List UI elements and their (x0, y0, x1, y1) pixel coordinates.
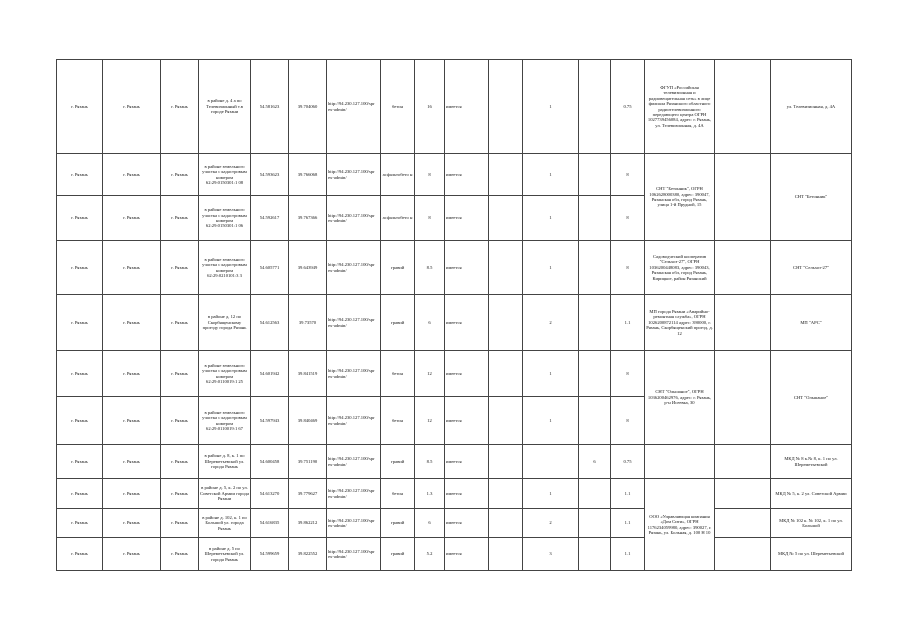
count-cell (489, 445, 523, 479)
owner-cell (645, 445, 715, 479)
city-cell: г. Рязань (57, 351, 103, 397)
surface-cell: асфальтобето н (381, 154, 415, 196)
longitude-cell: 39.767366 (289, 196, 327, 241)
count-cell (489, 351, 523, 397)
count-cell (489, 509, 523, 538)
city-cell: г. Рязань (161, 196, 199, 241)
source-cell: МКД № 5, к. 2 ул. Советской Армии (771, 479, 852, 509)
owner-cell: МП города Рязани «Аварийно-ремонтная служба», ОГРН 1026200872114 адрес: 390000, г. Рязань, Скорбященский проезд, д. 12 (645, 295, 715, 351)
count-cell (579, 154, 611, 196)
surface-cell: гравий (381, 509, 415, 538)
source-cell: СНТ "Бетонник" (771, 154, 852, 241)
source-cell: ул. Телевизионная, д. 4А (771, 60, 852, 154)
empty-cell (715, 479, 771, 509)
owner-cell: СНТ "Бетонник", ОГРН 1062628000380, адрес: 390047, Рязанская обл, город Рязань, улица 1-й Прудной, 15 (645, 154, 715, 241)
empty-cell (715, 295, 771, 351)
count-cell (489, 538, 523, 571)
address-cell: в районе д. 4 а по Телевизионный т.в городе Рязани (199, 60, 251, 154)
count-cell: 3 (523, 538, 579, 571)
count-cell (579, 60, 611, 154)
surface-cell: бетон (381, 351, 415, 397)
longitude-cell: 39.822552 (289, 538, 327, 571)
count-cell (489, 479, 523, 509)
latitude-cell: 54.593623 (251, 154, 289, 196)
area-cell: 12 (415, 397, 445, 445)
city-cell: г. Рязань (57, 445, 103, 479)
cover-cell: имеется (445, 60, 489, 154)
volume-cell: 1.1 (611, 509, 645, 538)
longitude-cell: 39.643949 (289, 241, 327, 295)
owner-cell: ООО «Управляющая компания «Дом Сити», ОГРН 1176234059980, адрес: 390027, г. Рязань, ул. Больная, д. 100 Н 10 (645, 479, 715, 571)
latitude-cell: 54.616835 (251, 509, 289, 538)
address-cell: в районе земельного участка с кадастровым номером 62:29:0210101:3 3 (199, 241, 251, 295)
owner-cell: ФГУП «Российская телевизионная и радиовещательная сеть» в лице филиала Рязанского областного радиотелевизионного передающего центра ОГРН 1027739456084, адрес: г. Рязань, ул. Телевизионная, д. 4А (645, 60, 715, 154)
latitude-cell: 54.600458 (251, 445, 289, 479)
city-cell: г. Рязань (161, 351, 199, 397)
latitude-cell: 54.612563 (251, 295, 289, 351)
area-cell: 6 (415, 295, 445, 351)
area-cell: 8 (415, 154, 445, 196)
source-cell: СНТ "Сельхоз-27" (771, 241, 852, 295)
empty-cell (715, 509, 771, 538)
owner-cell: Садоводческий кооператив "Сельхоз-27", ОГРН 1036200448083, адрес: 390043, Рязанская обл, город Рязань, Кирицкое, район Рязанский (645, 241, 715, 295)
table-row (57, 154, 852, 196)
count-cell (489, 154, 523, 196)
area-cell: 1.3 (415, 479, 445, 509)
url-cell: http://94.230.127.100/spr ex-admin/ (327, 60, 381, 154)
count-cell (579, 538, 611, 571)
city-cell: г. Рязань (103, 241, 161, 295)
city-cell: г. Рязань (103, 538, 161, 571)
city-cell: г. Рязань (103, 397, 161, 445)
city-cell: г. Рязань (161, 60, 199, 154)
city-cell: г. Рязань (57, 241, 103, 295)
url-cell: http://94.230.127.100/spr ex-admin/ (327, 397, 381, 445)
surface-cell: гравий (381, 295, 415, 351)
table-row (57, 445, 852, 479)
table-row (57, 241, 852, 295)
source-cell: МКД № 5 по ул. Шереметьевской (771, 538, 852, 571)
count-cell (579, 479, 611, 509)
empty-cell (715, 241, 771, 295)
surface-cell: гравий (381, 538, 415, 571)
volume-cell: 8 (611, 351, 645, 397)
latitude-cell: 54.581623 (251, 60, 289, 154)
volume-cell: 0.75 (611, 445, 645, 479)
surface-cell: бетон (381, 60, 415, 154)
volume-cell: 8 (611, 196, 645, 241)
city-cell: г. Рязань (57, 60, 103, 154)
count-cell (523, 445, 579, 479)
area-cell: 8.5 (415, 241, 445, 295)
url-cell: http://94.230.127.100/spr ex-admin/ (327, 445, 381, 479)
count-cell (579, 295, 611, 351)
address-cell: в районе земельного участка с кадастровым номером 62:29:0150301:1 08 (199, 154, 251, 196)
address-cell: в районе земельного участка с кадастровым номером 62:29:0110019:1 25 (199, 351, 251, 397)
longitude-cell: 39.73570 (289, 295, 327, 351)
surface-cell: бетон (381, 397, 415, 445)
latitude-cell: 54.605771 (251, 241, 289, 295)
count-cell: 2 (523, 509, 579, 538)
source-cell: МКД № 8 к.№ 8, к. 1 по ул. Шереметьевской (771, 445, 852, 479)
volume-cell: 8 (611, 241, 645, 295)
volume-cell: 1.1 (611, 479, 645, 509)
longitude-cell: 39.841519 (289, 351, 327, 397)
count-cell: 1 (523, 241, 579, 295)
cover-cell: имеется (445, 241, 489, 295)
city-cell: г. Рязань (161, 397, 199, 445)
table-row (57, 479, 852, 509)
city-cell: г. Рязань (57, 154, 103, 196)
count-cell (579, 196, 611, 241)
address-cell: в районе д. 12 по Скорбященскому проезду города Рязань (199, 295, 251, 351)
url-cell: http://94.230.127.100/spr ex-admin/ (327, 241, 381, 295)
count-cell (489, 295, 523, 351)
empty-cell (715, 60, 771, 154)
table-row (57, 295, 852, 351)
empty-cell (715, 154, 771, 241)
table-row (57, 538, 852, 571)
cover-cell: имеется (445, 196, 489, 241)
cover-cell: имеется (445, 445, 489, 479)
longitude-cell: 39.704060 (289, 60, 327, 154)
area-cell: 16 (415, 60, 445, 154)
count-cell (489, 196, 523, 241)
area-cell: 12 (415, 351, 445, 397)
table-row (57, 509, 852, 538)
longitude-cell: 39.766068 (289, 154, 327, 196)
count-cell: 1 (523, 154, 579, 196)
volume-cell: 1.1 (611, 538, 645, 571)
table-row (57, 60, 852, 154)
url-cell: http://94.230.127.100/spr ex-admin/ (327, 154, 381, 196)
city-cell: г. Рязань (103, 509, 161, 538)
cover-cell: имеется (445, 351, 489, 397)
address-cell: в районе д. 5 по Шереметьевской ул. города Рязань (199, 538, 251, 571)
table-row (57, 351, 852, 397)
count-cell: 2 (523, 295, 579, 351)
url-cell: http://94.230.127.100/spr ex-admin/ (327, 479, 381, 509)
count-cell (579, 241, 611, 295)
city-cell: г. Рязань (57, 479, 103, 509)
surface-cell: гравий (381, 241, 415, 295)
volume-cell: 0.75 (611, 60, 645, 154)
city-cell: г. Рязань (161, 445, 199, 479)
address-cell: в районе д. 8, к. 1 по Шереметьевской ул. города Рязань (199, 445, 251, 479)
registry-table (56, 59, 852, 571)
url-cell: http://94.230.127.100/spr ex-admin/ (327, 351, 381, 397)
cover-cell: имеется (445, 154, 489, 196)
longitude-cell: 39.751190 (289, 445, 327, 479)
city-cell: г. Рязань (103, 445, 161, 479)
city-cell: г. Рязань (103, 60, 161, 154)
address-cell: в районе земельного участка с кадастровым номером 62:29:0150301:1 06 (199, 196, 251, 241)
surface-cell: бетон (381, 479, 415, 509)
count-cell (489, 397, 523, 445)
city-cell: г. Рязань (103, 295, 161, 351)
city-cell: г. Рязань (103, 196, 161, 241)
empty-cell (715, 445, 771, 479)
source-cell: МП "АРС" (771, 295, 852, 351)
address-cell: в районе земельного участка с кадастровым номером 62:29:0110019:1 67 (199, 397, 251, 445)
owner-cell: СНТ "Ольшаное", ОГРН 1036200462976, адрес: г. Рязань, р-н Исеевка, 30 (645, 351, 715, 445)
longitude-cell: 39.840469 (289, 397, 327, 445)
source-cell: МКД № 102 к. № 102, к. 1 по ул. Большой (771, 509, 852, 538)
surface-cell: асфальтобето н (381, 196, 415, 241)
city-cell: г. Рязань (57, 196, 103, 241)
longitude-cell: 39.779627 (289, 479, 327, 509)
city-cell: г. Рязань (103, 351, 161, 397)
city-cell: г. Рязань (161, 154, 199, 196)
empty-cell (715, 351, 771, 445)
url-cell: http://94.230.127.100/spr ex-admin/ (327, 196, 381, 241)
latitude-cell: 54.592617 (251, 196, 289, 241)
volume-cell: 8 (611, 154, 645, 196)
count-cell: 1 (523, 196, 579, 241)
count-cell: 1 (523, 351, 579, 397)
city-cell: г. Рязань (103, 479, 161, 509)
url-cell: http://94.230.127.100/spr ex-admin/ (327, 538, 381, 571)
address-cell: в районе д. 102, к. 1 по Большой ул. города Рязань (199, 509, 251, 538)
city-cell: г. Рязань (161, 241, 199, 295)
cover-cell: имеется (445, 479, 489, 509)
count-cell (579, 509, 611, 538)
count-cell (579, 397, 611, 445)
url-cell: http://94.230.127.100/spr ex-admin/ (327, 295, 381, 351)
volume-cell: 1.1 (611, 295, 645, 351)
surface-cell: гравий (381, 445, 415, 479)
city-cell: г. Рязань (57, 509, 103, 538)
count-cell (489, 60, 523, 154)
city-cell: г. Рязань (57, 538, 103, 571)
city-cell: г. Рязань (161, 479, 199, 509)
count-cell (489, 241, 523, 295)
city-cell: г. Рязань (161, 538, 199, 571)
count-cell: 6 (579, 445, 611, 479)
city-cell: г. Рязань (103, 154, 161, 196)
latitude-cell: 54.599659 (251, 538, 289, 571)
city-cell: г. Рязань (57, 397, 103, 445)
area-cell: 8 (415, 196, 445, 241)
source-cell: СНТ "Ольшаное" (771, 351, 852, 445)
area-cell: 8.5 (415, 445, 445, 479)
city-cell: г. Рязань (161, 509, 199, 538)
empty-cell (715, 538, 771, 571)
longitude-cell: 39.862212 (289, 509, 327, 538)
volume-cell: 8 (611, 397, 645, 445)
count-cell: 1 (523, 397, 579, 445)
address-cell: в районе д. 5, к. 2 по ул. Советской Армии города Рязани (199, 479, 251, 509)
url-cell: http://94.230.127.100/spr ex-admin/ (327, 509, 381, 538)
city-cell: г. Рязань (57, 295, 103, 351)
city-cell: г. Рязань (161, 295, 199, 351)
count-cell: 1 (523, 60, 579, 154)
count-cell (579, 351, 611, 397)
cover-cell: имеется (445, 295, 489, 351)
cover-cell: имеется (445, 509, 489, 538)
latitude-cell: 54.597943 (251, 397, 289, 445)
area-cell: 6 (415, 509, 445, 538)
cover-cell: имеется (445, 397, 489, 445)
cover-cell: имеется (445, 538, 489, 571)
count-cell: 1 (523, 479, 579, 509)
area-cell: 5.2 (415, 538, 445, 571)
latitude-cell: 54.613270 (251, 479, 289, 509)
latitude-cell: 54.601942 (251, 351, 289, 397)
